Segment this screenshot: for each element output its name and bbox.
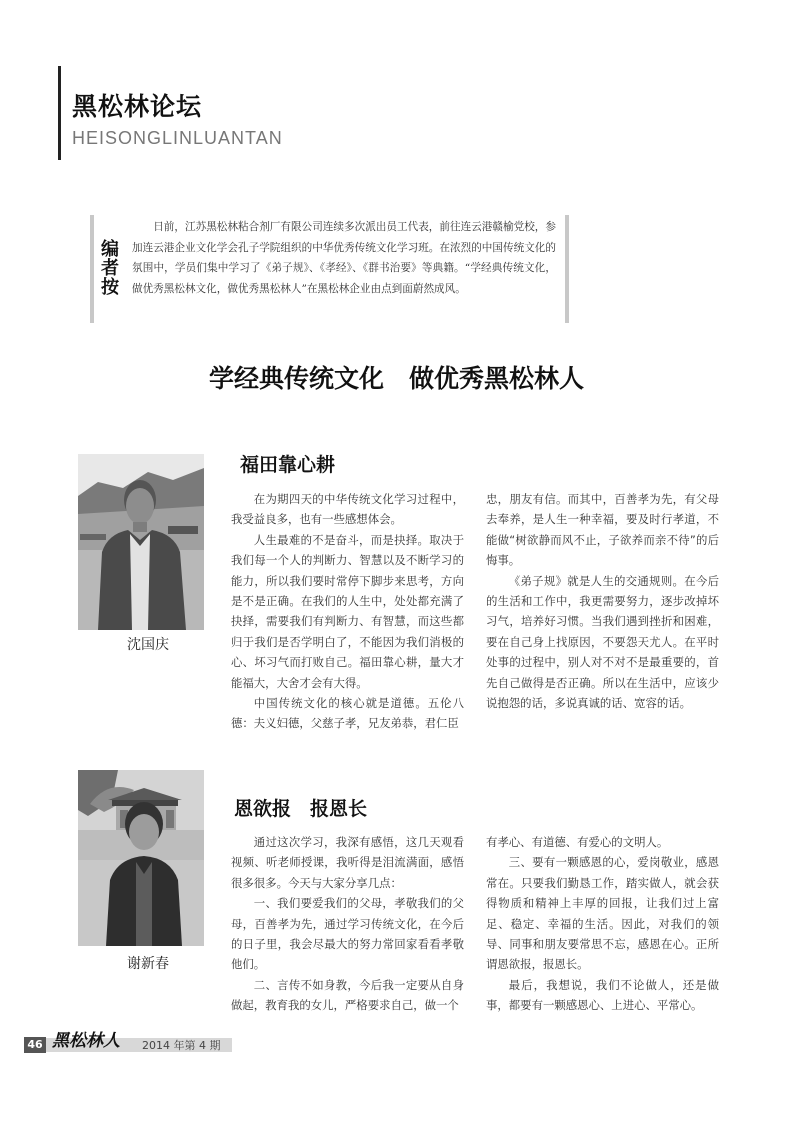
photo-caption: 沈国庆	[127, 637, 169, 653]
article-title: 学经典传统文化 做优秀黑松林人	[208, 364, 584, 393]
column-title: 黑松林论坛	[72, 92, 203, 121]
issue-label: 2014 年第 4 期	[142, 1039, 221, 1052]
section-heading: 恩欲报 报恩长	[234, 798, 368, 820]
portrait-photo-1	[78, 454, 204, 630]
note-right-bar	[565, 215, 569, 323]
paragraph: 最后，我想说，我们不论做人，还是做事，都要有一颗感恩心、上进心、平常心。	[486, 977, 719, 1013]
paragraph: 二、言传不如身教，今后我一定要从自身做起，教育我的女儿，严格要求自己，做一个	[231, 977, 464, 1013]
section-right-column	[486, 489, 719, 713]
paragraph: 有孝心、有道德、有爱心的文明人。	[486, 835, 669, 849]
section-left-column	[231, 489, 464, 734]
author-photo	[78, 454, 204, 630]
paragraph: 三、要有一颗感恩的心，爱岗敬业，感恩常在。只要我们勤恳工作，踏实做人，就会获得物质和精神上丰厚的回报，让我们过上富足、稳定、幸福的生活。因此，对我们的领导、同事和朋友要常思不忘，感恩在心。正所谓恩欲报，报恩长。	[486, 855, 719, 972]
editor-note-text: 日前，江苏黑松林粘合剂厂有限公司连续多次派出员工代表，前往连云港赣榆党校，参加连云港企业文化学会孔子学院组织的中华优秀传统文化学习班。在浓烈的中国传统文化的氛围中，学员们集中学习了《弟子规》、《孝经》、《群书治要》等典籍。“学经典传统文化，做优秀黑松林文化，做优秀黑松林人”在黑松林企业由点到面蔚然成风。	[132, 221, 556, 295]
paragraph: 忠，朋友有信。而其中，百善孝为先，有父母去奉养，是人生一种幸福，要及时行孝道，不能做“树欲静而风不止，子欲养而亲不待”的后悔事。	[486, 492, 719, 568]
header-accent-bar	[58, 66, 61, 160]
author-photo	[78, 770, 204, 946]
paragraph: 通过这次学习，我深有感悟，这几天观看视频、听老师授课，我听得是泪流满面，感悟很多很多。今天与大家分享几点：	[231, 835, 464, 890]
paragraph: 人生最难的不是奋斗，而是抉择。取决于我们每一个人的判断力、智慧以及不断学习的能力，所以我们要时常停下脚步来思考，方向是不是正确。在我们的人生中，处处都充满了抉择，需要我们有判断力、有智慧，而这些都归于我们是否学明白了，不能因为我们消极的心、坏习气而打败自己。福田靠心耕，量大才能福大，大舍才会有大得。	[231, 532, 464, 690]
paragraph: 在为期四天的中华传统文化学习过程中，我受益良多，也有一些感想体会。	[231, 492, 464, 527]
paragraph: 一、我们要爱我们的父母，孝敬我们的父母，百善孝为先，通过学习传统文化，在今后的日子里，我会尽最大的努力常回家看看孝敬他们。	[231, 896, 464, 972]
section-right-column	[486, 832, 719, 1016]
paragraph: 《弟子规》就是人生的交通规则。在今后的生活和工作中，我更需要努力，逐步改掉坏习气，培养好习惯。当我们遇到挫折和困难，要在自己身上找原因，不要怨天尤人。在平时处事的过程中，别人对不对不是最重要的，首先自己做得是否正确。所以在生活中，应该少说抱怨的话，多说真诚的话、宽容的话。	[486, 573, 719, 711]
magazine-logo: 黑松林人	[52, 1031, 120, 1051]
paragraph: 中国传统文化的核心就是道德。五伦八德：夫义妇德，父慈子孝，兄友弟恭，君仁臣	[231, 696, 464, 731]
section-heading: 福田靠心耕	[240, 454, 336, 476]
editor-note-label: 编者按	[101, 239, 119, 298]
page-number: 46	[24, 1037, 46, 1053]
photo-caption: 谢新春	[127, 956, 169, 972]
note-left-bar	[90, 215, 94, 323]
portrait-photo-2	[78, 770, 204, 946]
column-subtitle: HEISONGLINLUANTAN	[72, 128, 283, 148]
section-left-column	[231, 832, 464, 1016]
